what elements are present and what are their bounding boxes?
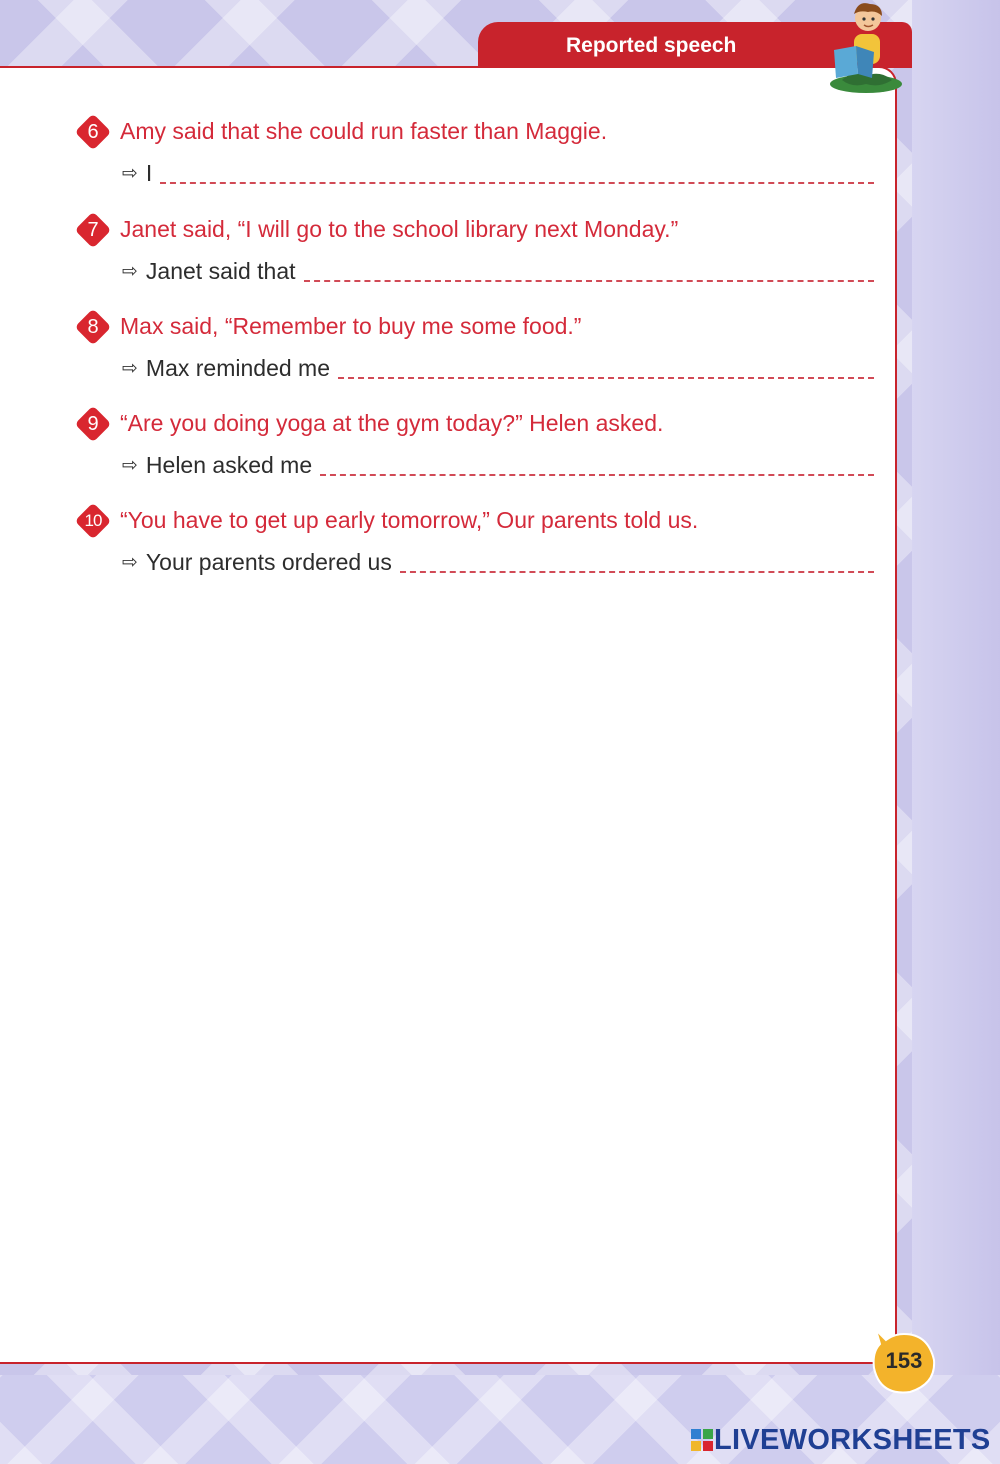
number-badge: 9 <box>73 404 113 444</box>
question-text: “Are you doing yoga at the gym today?” Helen asked. <box>120 410 664 436</box>
answer-blank[interactable] <box>400 571 874 573</box>
arrow-icon: ⇨ <box>122 454 138 476</box>
answer-prompt: Helen asked me <box>145 452 313 478</box>
boy-reading-illustration <box>826 0 908 96</box>
question-text: Max said, “Remember to buy me some food.” <box>120 313 582 339</box>
answer-row <box>122 252 874 286</box>
answer-blank[interactable] <box>304 280 874 282</box>
number-badge: 7 <box>73 210 113 250</box>
arrow-icon: ⇨ <box>122 162 138 184</box>
page-number: 153 <box>885 1348 923 1373</box>
watermark-text: LIVEWORKSHEETS <box>714 1424 991 1456</box>
question-text: Amy said that she could run faster than Maggie. <box>120 118 608 144</box>
answer-blank[interactable] <box>160 182 874 184</box>
answer-prompt: Max reminded me <box>145 355 330 381</box>
number-badge: 8 <box>73 307 113 347</box>
arrow-icon: ⇨ <box>122 357 138 379</box>
exercise-item-8 <box>0 307 900 387</box>
exercise-item-6 <box>0 112 900 192</box>
answer-prompt: Your parents ordered us <box>145 549 392 575</box>
number-badge: 6 <box>73 112 113 152</box>
answer-blank[interactable] <box>320 474 874 476</box>
exercise-item-9 <box>0 404 900 484</box>
answer-blank[interactable] <box>338 377 874 379</box>
watermark <box>690 1420 990 1460</box>
answer-row <box>122 154 874 188</box>
background-right-strip <box>912 0 1000 1464</box>
exercise-item-7 <box>0 210 900 290</box>
question-text: “You have to get up early tomorrow,” Our parents told us. <box>120 507 699 533</box>
exercise-item-10 <box>0 501 900 581</box>
answer-prompt: I <box>145 160 153 186</box>
answer-row <box>122 543 874 577</box>
arrow-icon: ⇨ <box>122 551 138 573</box>
liveworksheets-logo-icon <box>690 1428 714 1452</box>
answer-row <box>122 349 874 383</box>
question-text: Janet said, “I will go to the school library next Monday.” <box>120 216 679 242</box>
answer-row <box>122 446 874 480</box>
number-badge: 10 <box>73 501 113 541</box>
arrow-icon: ⇨ <box>122 260 138 282</box>
answer-prompt: Janet said that <box>145 258 296 284</box>
page-title: Reported speech <box>566 34 737 57</box>
